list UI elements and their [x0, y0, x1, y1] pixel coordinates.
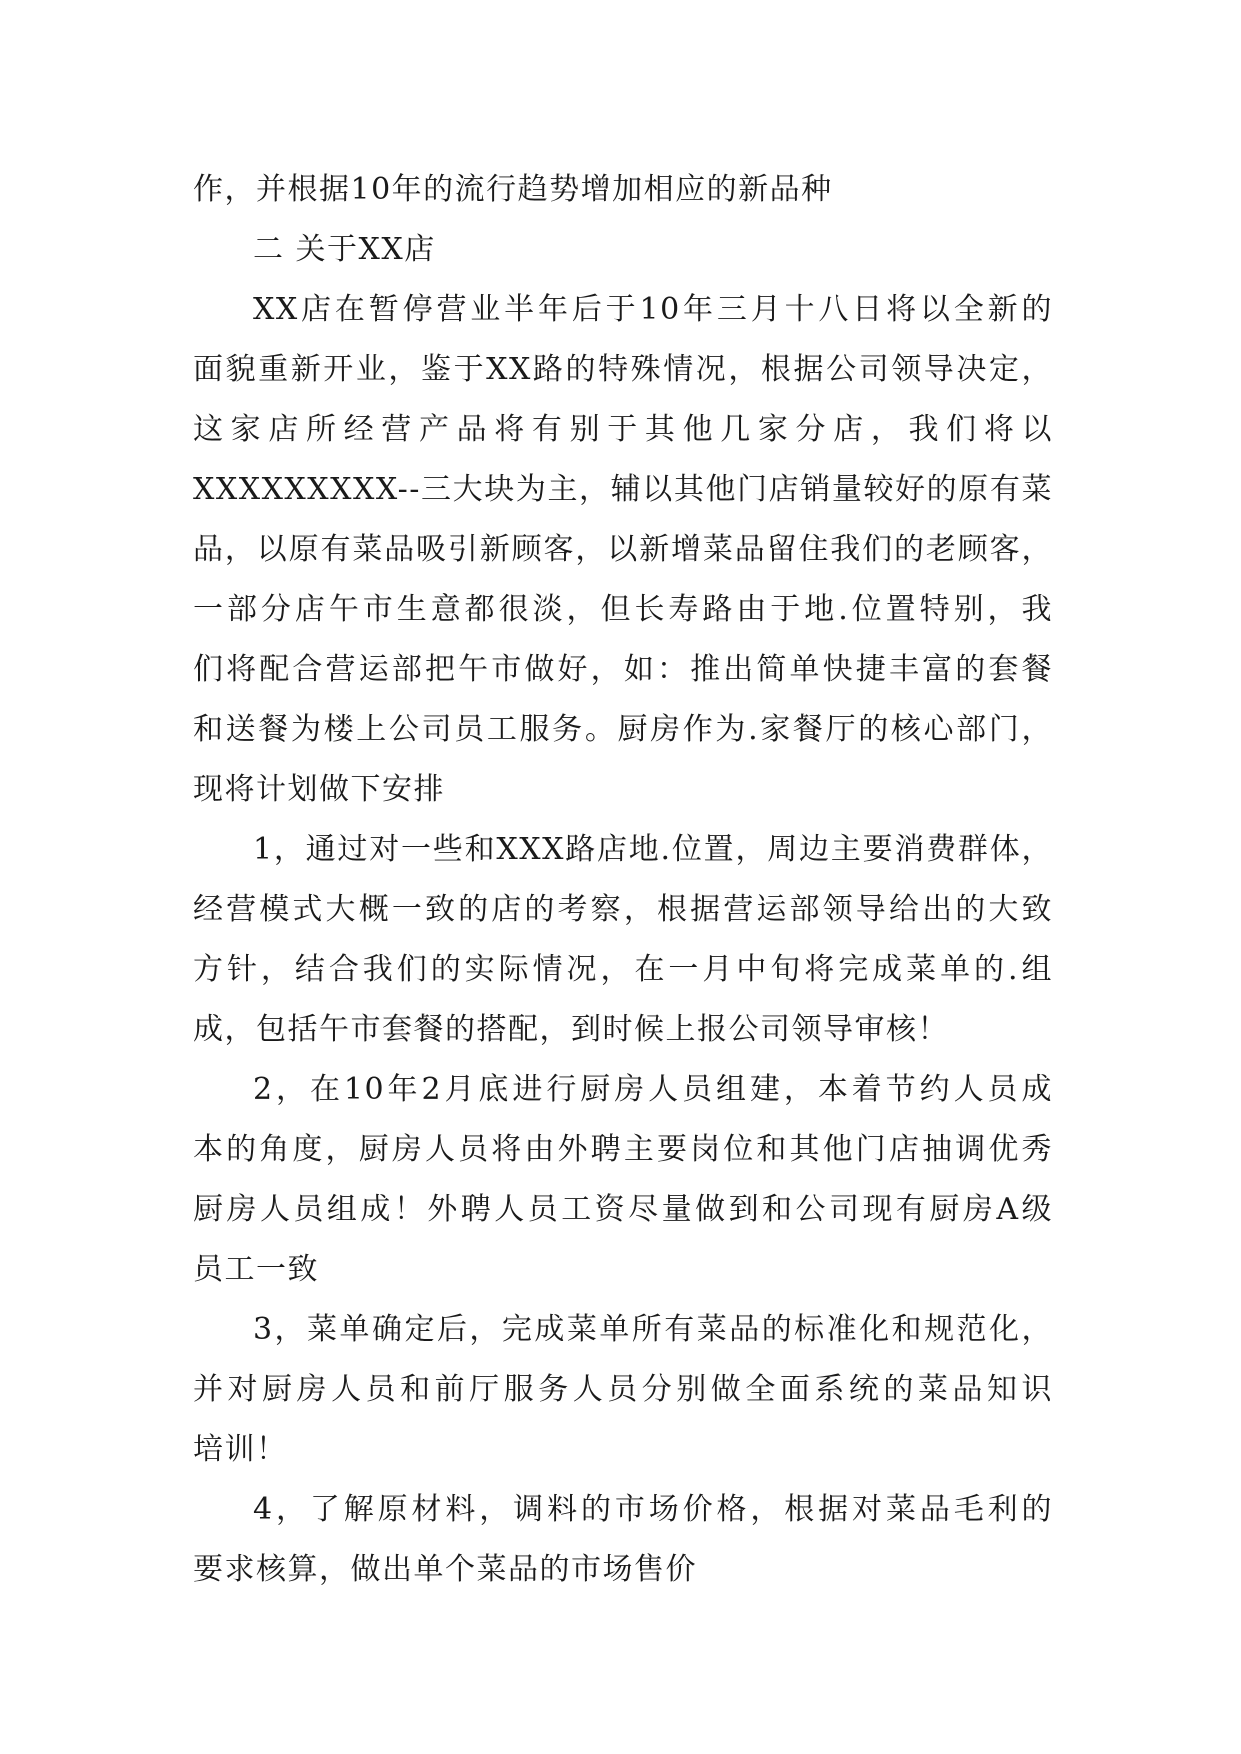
text-line: 2，在10年2月底进行厨房人员组建，本着节约人员成 [253, 1072, 1053, 1107]
text-line: 本的角度，厨房人员将由外聘主要岗位和其他门店抽调优秀 [193, 1132, 1053, 1167]
text-line: 一部分店午市生意都很淡，但长寿路由于地.位置特别，我 [193, 592, 1053, 627]
text-line: 经营模式大概一致的店的考察，根据营运部领导给出的大致 [193, 892, 1053, 927]
text-line: 并对厨房人员和前厅服务人员分别做全面系统的菜品知识 [193, 1372, 1053, 1407]
text-line: 现将计划做下安排 [193, 772, 445, 807]
text-line: 员工一致 [193, 1252, 319, 1287]
text-line: 1，通过对一些和XXX路店地.位置，周边主要消费群体， [253, 832, 1053, 867]
text-line: XXXXXXXXX--三大块为主，辅以其他门店销量较好的原有菜 [193, 472, 1053, 507]
text-line: 要求核算，做出单个菜品的市场售价 [193, 1552, 697, 1587]
text-line: 4，了解原材料，调料的市场价格，根据对菜品毛利的 [253, 1492, 1053, 1527]
text-line: 培训！ [193, 1432, 288, 1467]
text-line: 和送餐为楼上公司员工服务。厨房作为.家餐厅的核心部门， [193, 712, 1053, 747]
text-line: 方针，结合我们的实际情况，在一月中旬将完成菜单的.组 [193, 952, 1053, 987]
text-line: 3，菜单确定后，完成菜单所有菜品的标准化和规范化， [253, 1312, 1053, 1347]
section-heading: 二 关于XX店 [253, 232, 436, 267]
text-line: 面貌重新开业，鉴于XX路的特殊情况，根据公司领导决定， [193, 352, 1053, 387]
text-line: 作，并根据10年的流行趋势增加相应的新品种 [193, 172, 833, 207]
text-line: 这家店所经营产品将有别于其他几家分店，我们将以 [193, 412, 1053, 447]
text-line: 成，包括午市套餐的搭配，到时候上报公司领导审核！ [193, 1012, 949, 1047]
text-line: 们将配合营运部把午市做好，如：推出简单快捷丰富的套餐 [193, 652, 1053, 687]
text-line: 厨房人员组成！外聘人员工资尽量做到和公司现有厨房A级 [193, 1192, 1053, 1227]
document-body [193, 160, 1053, 1600]
text-line: XX店在暂停营业半年后于10年三月十八日将以全新的 [253, 292, 1053, 327]
text-line: 品，以原有菜品吸引新顾客，以新增菜品留住我们的老顾客， [193, 532, 1053, 567]
